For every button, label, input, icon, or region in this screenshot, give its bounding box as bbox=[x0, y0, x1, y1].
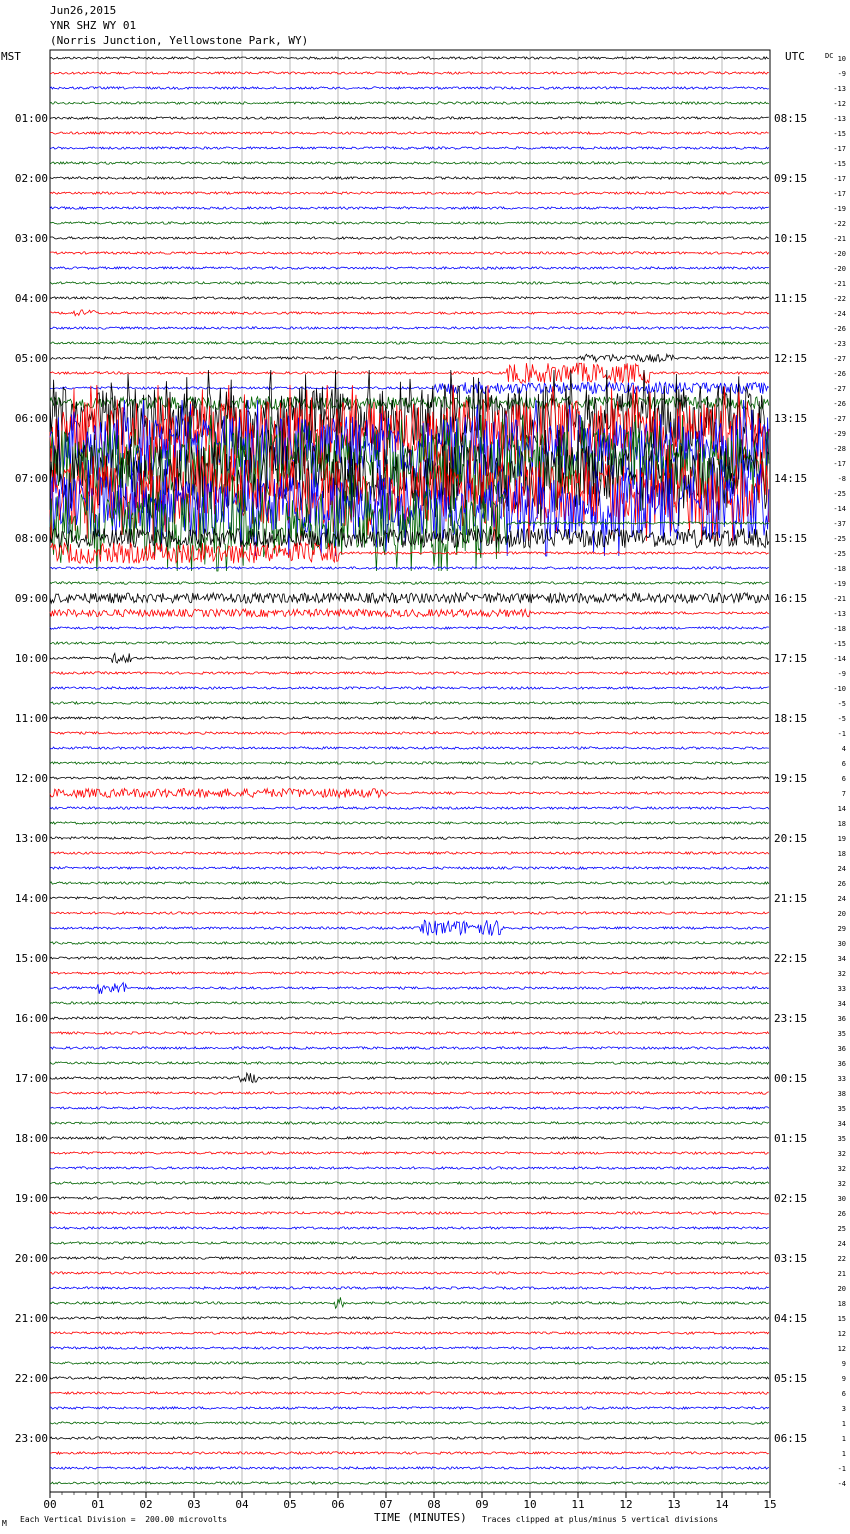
trace-line bbox=[50, 1212, 769, 1214]
dc-offset-label: -18 bbox=[833, 565, 846, 573]
trace-line bbox=[50, 1107, 769, 1109]
trace-line bbox=[50, 282, 769, 284]
dc-offset-label: 34 bbox=[837, 1120, 846, 1128]
utc-hour-label: 12:15 bbox=[774, 352, 808, 365]
dc-offset-label: 35 bbox=[837, 1105, 846, 1113]
trace-line bbox=[50, 983, 769, 994]
mst-hour-label: 05:00 bbox=[14, 352, 48, 365]
dc-offset-label: -13 bbox=[833, 610, 846, 618]
trace-line bbox=[50, 310, 769, 316]
mst-hour-label: 08:00 bbox=[14, 532, 48, 545]
trace-line bbox=[50, 57, 769, 59]
utc-hour-label: 21:15 bbox=[774, 892, 808, 905]
trace-line bbox=[50, 567, 769, 569]
trace-line bbox=[50, 642, 769, 644]
x-axis-title: TIME (MINUTES) bbox=[374, 1511, 467, 1524]
dc-offset-label: 12 bbox=[837, 1345, 846, 1353]
station-location: (Norris Junction, Yellowstone Park, WY) bbox=[50, 34, 309, 47]
dc-offset-label: -29 bbox=[833, 430, 846, 438]
dc-offset-label: -14 bbox=[833, 655, 846, 663]
dc-offset-label: 34 bbox=[837, 955, 846, 963]
mst-hour-label: 03:00 bbox=[14, 232, 48, 245]
utc-hour-label: 08:15 bbox=[774, 112, 808, 125]
trace-line bbox=[50, 297, 769, 299]
mst-hour-label: 20:00 bbox=[14, 1252, 48, 1265]
dc-offset-label: 35 bbox=[837, 1030, 846, 1038]
trace-line bbox=[50, 147, 769, 149]
trace-line bbox=[50, 72, 769, 74]
dc-offset-label: -24 bbox=[833, 310, 846, 318]
mst-hour-label: 06:00 bbox=[14, 412, 48, 425]
trace-line bbox=[50, 1452, 769, 1454]
trace-line bbox=[50, 687, 769, 689]
dc-offset-label: -12 bbox=[833, 100, 846, 108]
dc-offset-label: 18 bbox=[837, 1300, 846, 1308]
x-tick-label: 12 bbox=[619, 1498, 633, 1511]
trace-line bbox=[50, 102, 769, 104]
trace-line bbox=[50, 1482, 769, 1484]
trace-line bbox=[50, 717, 769, 719]
utc-hour-label: 16:15 bbox=[774, 592, 808, 605]
utc-hour-label: 18:15 bbox=[774, 712, 808, 725]
trace-line bbox=[50, 327, 769, 329]
trace-line bbox=[50, 1362, 769, 1364]
corner-mark: M bbox=[2, 1519, 7, 1528]
dc-offset-label: -21 bbox=[833, 595, 846, 603]
trace-line bbox=[50, 117, 769, 119]
trace-line bbox=[50, 1467, 769, 1469]
trace-line bbox=[50, 543, 769, 564]
x-tick-label: 14 bbox=[715, 1498, 729, 1511]
dc-offset-label: 34 bbox=[837, 1000, 846, 1008]
utc-hour-label: 05:15 bbox=[774, 1372, 808, 1385]
trace-line bbox=[50, 87, 769, 89]
utc-hour-label: 00:15 bbox=[774, 1072, 808, 1085]
trace-line bbox=[50, 593, 769, 603]
mst-hour-label: 09:00 bbox=[14, 592, 48, 605]
x-tick-label: 03 bbox=[187, 1498, 201, 1511]
dc-offset-label: 30 bbox=[837, 940, 846, 948]
dc-offset-label: -14 bbox=[833, 505, 846, 513]
mst-hour-label: 17:00 bbox=[14, 1072, 48, 1085]
x-tick-label: 06 bbox=[331, 1498, 345, 1511]
utc-hour-label: 15:15 bbox=[774, 532, 808, 545]
dc-offset-label: 24 bbox=[837, 895, 846, 903]
dc-offset-label: 24 bbox=[837, 1240, 846, 1248]
utc-hour-label: 14:15 bbox=[774, 472, 808, 485]
trace-line bbox=[50, 957, 769, 959]
trace-line bbox=[50, 1407, 769, 1409]
mst-hour-label: 16:00 bbox=[14, 1012, 48, 1025]
trace-line bbox=[50, 1032, 769, 1034]
utc-hour-label: 02:15 bbox=[774, 1192, 808, 1205]
trace-line bbox=[50, 882, 769, 884]
trace-line bbox=[50, 1437, 769, 1439]
trace-line bbox=[50, 972, 769, 974]
x-tick-label: 15 bbox=[763, 1498, 777, 1511]
dc-offset-label: -4 bbox=[837, 1480, 846, 1488]
trace-line bbox=[50, 1287, 769, 1289]
dc-offset-label: 36 bbox=[837, 1015, 846, 1023]
dc-offset-label: -5 bbox=[837, 700, 846, 708]
trace-line bbox=[50, 1392, 769, 1394]
mst-hour-label: 10:00 bbox=[14, 652, 48, 665]
dc-offset-label: -13 bbox=[833, 85, 846, 93]
trace-line bbox=[50, 702, 769, 704]
x-tick-label: 08 bbox=[427, 1498, 441, 1511]
trace-line bbox=[50, 1002, 769, 1004]
trace-line bbox=[50, 912, 769, 914]
dc-offset-label: -13 bbox=[833, 115, 846, 123]
trace-line bbox=[50, 1197, 769, 1199]
trace-line bbox=[50, 837, 769, 839]
dc-offset-label: -18 bbox=[833, 625, 846, 633]
dc-offset-label: 19 bbox=[837, 835, 846, 843]
dc-offset-label: -9 bbox=[837, 70, 846, 78]
trace-line bbox=[50, 1332, 769, 1334]
dc-offset-label: -26 bbox=[833, 370, 846, 378]
dc-offset-label: 6 bbox=[841, 775, 846, 783]
dc-offset-label: -19 bbox=[833, 205, 846, 213]
x-tick-label: 02 bbox=[139, 1498, 153, 1511]
trace-line bbox=[50, 1167, 769, 1169]
dc-offset-label: -15 bbox=[833, 160, 846, 168]
mst-axis-title: MST bbox=[1, 50, 21, 63]
trace-line bbox=[50, 207, 769, 209]
utc-axis-title: UTC bbox=[785, 50, 805, 63]
trace-line bbox=[50, 1242, 769, 1244]
mst-hour-label: 23:00 bbox=[14, 1432, 48, 1445]
dc-offset-label: -26 bbox=[833, 400, 846, 408]
trace-line bbox=[50, 789, 769, 798]
trace-line bbox=[50, 1257, 769, 1259]
dc-offset-label: 10 bbox=[837, 55, 846, 63]
trace-line bbox=[50, 162, 769, 164]
utc-hour-label: 22:15 bbox=[774, 952, 808, 965]
dc-offset-label: 38 bbox=[837, 1090, 846, 1098]
dc-offset-label: -25 bbox=[833, 550, 846, 558]
trace-line bbox=[50, 177, 769, 179]
trace-line bbox=[50, 252, 769, 254]
trace-line bbox=[50, 807, 769, 809]
dc-offset-label: -20 bbox=[833, 265, 846, 273]
trace-line bbox=[50, 1377, 769, 1379]
dc-offset-label: 1 bbox=[841, 1435, 846, 1443]
dc-offset-label: 18 bbox=[837, 820, 846, 828]
dc-offset-label: 12 bbox=[837, 1330, 846, 1338]
trace-line bbox=[50, 354, 769, 362]
trace-line bbox=[50, 653, 769, 663]
trace-line bbox=[50, 942, 769, 944]
dc-offset-label: -26 bbox=[833, 325, 846, 333]
dc-offset-label: 22 bbox=[837, 1255, 846, 1263]
dc-offset-label: 20 bbox=[837, 910, 846, 918]
utc-hour-label: 19:15 bbox=[774, 772, 808, 785]
utc-hour-label: 23:15 bbox=[774, 1012, 808, 1025]
dc-offset-label: 36 bbox=[837, 1045, 846, 1053]
trace-line bbox=[50, 1137, 769, 1139]
dc-offset-label: -23 bbox=[833, 340, 846, 348]
trace-line bbox=[50, 1317, 769, 1319]
utc-hour-label: 20:15 bbox=[774, 832, 808, 845]
trace-line bbox=[50, 1152, 769, 1154]
utc-hour-label: 17:15 bbox=[774, 652, 808, 665]
mst-hour-label: 19:00 bbox=[14, 1192, 48, 1205]
dc-offset-label: -22 bbox=[833, 295, 846, 303]
dc-offset-label: 18 bbox=[837, 850, 846, 858]
station-code: YNR SHZ WY 01 bbox=[50, 19, 137, 32]
dc-offset-label: 15 bbox=[837, 1315, 846, 1323]
x-tick-label: 05 bbox=[283, 1498, 297, 1511]
dc-offset-label: 6 bbox=[841, 1390, 846, 1398]
dc-offset-label: -10 bbox=[833, 685, 846, 693]
x-tick-label: 01 bbox=[91, 1498, 105, 1511]
utc-hour-label: 04:15 bbox=[774, 1312, 808, 1325]
dc-offset-label: 33 bbox=[837, 1075, 846, 1083]
dc-offset-label: 6 bbox=[841, 760, 846, 768]
dc-offset-label: 32 bbox=[837, 1180, 846, 1188]
x-tick-label: 04 bbox=[235, 1498, 249, 1511]
trace-line bbox=[50, 609, 769, 617]
trace-line bbox=[50, 1227, 769, 1229]
trace-line bbox=[50, 1297, 769, 1308]
dc-offset-label: -17 bbox=[833, 145, 846, 153]
dc-offset-label: -27 bbox=[833, 355, 846, 363]
dc-offset-label: -17 bbox=[833, 190, 846, 198]
x-tick-label: 07 bbox=[379, 1498, 393, 1511]
plot-frame bbox=[50, 50, 770, 1492]
utc-hour-label: 06:15 bbox=[774, 1432, 808, 1445]
dc-offset-label: 29 bbox=[837, 925, 846, 933]
mst-hour-label: 12:00 bbox=[14, 772, 48, 785]
utc-hour-label: 10:15 bbox=[774, 232, 808, 245]
dc-offset-label: 32 bbox=[837, 1165, 846, 1173]
x-tick-label: 13 bbox=[667, 1498, 681, 1511]
trace-line bbox=[50, 777, 769, 779]
dc-offset-label: 7 bbox=[841, 790, 846, 798]
trace-line bbox=[50, 1017, 769, 1019]
dc-offset-label: 36 bbox=[837, 1060, 846, 1068]
trace-line bbox=[50, 672, 769, 674]
dc-offset-label: 26 bbox=[837, 880, 846, 888]
trace-line bbox=[50, 762, 769, 764]
dc-offset-label: -27 bbox=[833, 385, 846, 393]
trace-line bbox=[50, 342, 769, 344]
dc-offset-label: -15 bbox=[833, 130, 846, 138]
trace-line bbox=[50, 582, 769, 584]
dc-offset-label: 35 bbox=[837, 1135, 846, 1143]
utc-hour-label: 13:15 bbox=[774, 412, 808, 425]
dc-offset-label: 4 bbox=[841, 745, 846, 753]
trace-line bbox=[50, 267, 769, 269]
trace-line bbox=[50, 897, 769, 899]
mst-hour-label: 15:00 bbox=[14, 952, 48, 965]
trace-line bbox=[50, 1062, 769, 1064]
dc-offset-label: -19 bbox=[833, 580, 846, 588]
utc-hour-label: 01:15 bbox=[774, 1132, 808, 1145]
mst-hour-label: 14:00 bbox=[14, 892, 48, 905]
dc-offset-label: 25 bbox=[837, 1225, 846, 1233]
trace-line bbox=[50, 852, 769, 854]
trace-line bbox=[50, 1347, 769, 1349]
dc-offset-label: 32 bbox=[837, 1150, 846, 1158]
dc-offset-label: -21 bbox=[833, 235, 846, 243]
dc-offset-label: 14 bbox=[837, 805, 846, 813]
dc-offset-label: 33 bbox=[837, 985, 846, 993]
chart-date: Jun26,2015 bbox=[50, 4, 117, 17]
x-tick-label: 00 bbox=[43, 1498, 57, 1511]
dc-offset-label: 3 bbox=[841, 1405, 846, 1413]
trace-line bbox=[50, 1422, 769, 1424]
dc-offset-label: -1 bbox=[837, 730, 846, 738]
trace-line bbox=[50, 1092, 769, 1094]
mst-hour-label: 21:00 bbox=[14, 1312, 48, 1325]
dc-offset-label: -28 bbox=[833, 445, 846, 453]
dc-offset-label: -9 bbox=[837, 670, 846, 678]
trace-line bbox=[50, 192, 769, 194]
dc-offset-label: -8 bbox=[837, 475, 846, 483]
trace-line bbox=[50, 1122, 769, 1124]
trace-line bbox=[50, 1272, 769, 1274]
dc-offset-label: 32 bbox=[837, 970, 846, 978]
trace-line bbox=[50, 237, 769, 239]
dc-offset-label: -25 bbox=[833, 490, 846, 498]
mst-hour-label: 22:00 bbox=[14, 1372, 48, 1385]
dc-offset-label: -1 bbox=[837, 1465, 846, 1473]
dc-offset-label: -17 bbox=[833, 460, 846, 468]
dc-offset-label: -21 bbox=[833, 280, 846, 288]
dc-offset-label: -5 bbox=[837, 715, 846, 723]
dc-offset-label: 9 bbox=[841, 1360, 846, 1368]
mst-hour-label: 04:00 bbox=[14, 292, 48, 305]
x-tick-label: 09 bbox=[475, 1498, 489, 1511]
mst-hour-label: 11:00 bbox=[14, 712, 48, 725]
dc-offset-label: -27 bbox=[833, 415, 846, 423]
clip-note: Traces clipped at plus/minus 5 vertical divisions bbox=[482, 1515, 719, 1524]
x-tick-label: 10 bbox=[523, 1498, 537, 1511]
utc-hour-label: 11:15 bbox=[774, 292, 808, 305]
trace-group bbox=[50, 57, 769, 1484]
dc-offset-label: 1 bbox=[841, 1450, 846, 1458]
dc-label: DC bbox=[825, 52, 834, 60]
dc-offset-label: -17 bbox=[833, 175, 846, 183]
trace-line bbox=[50, 363, 769, 384]
dc-offset-label: -25 bbox=[833, 535, 846, 543]
mst-hour-label: 18:00 bbox=[14, 1132, 48, 1145]
dc-offset-label: -37 bbox=[833, 520, 846, 528]
dc-offset-label: 24 bbox=[837, 865, 846, 873]
trace-line bbox=[50, 1047, 769, 1049]
dc-offset-label: 26 bbox=[837, 1210, 846, 1218]
mst-hour-label: 02:00 bbox=[14, 172, 48, 185]
dc-offset-label: 1 bbox=[841, 1420, 846, 1428]
trace-line bbox=[50, 627, 769, 629]
mst-hour-label: 13:00 bbox=[14, 832, 48, 845]
trace-line bbox=[50, 222, 769, 224]
utc-hour-label: 03:15 bbox=[774, 1252, 808, 1265]
scale-note: Each Vertical Division = 200.00 microvolts bbox=[20, 1515, 228, 1524]
dc-offset-label: -15 bbox=[833, 640, 846, 648]
trace-line bbox=[50, 822, 769, 824]
dc-offset-label: 20 bbox=[837, 1285, 846, 1293]
trace-line bbox=[50, 867, 769, 869]
mst-hour-label: 07:00 bbox=[14, 472, 48, 485]
dc-offset-label: 9 bbox=[841, 1375, 846, 1383]
trace-line bbox=[50, 1182, 769, 1184]
trace-line bbox=[50, 1073, 769, 1083]
utc-hour-label: 09:15 bbox=[774, 172, 808, 185]
trace-line bbox=[50, 920, 769, 936]
mst-hour-label: 01:00 bbox=[14, 112, 48, 125]
x-tick-label: 11 bbox=[571, 1498, 585, 1511]
trace-line bbox=[50, 732, 769, 734]
trace-line bbox=[50, 132, 769, 134]
dc-offset-label: -22 bbox=[833, 220, 846, 228]
dc-offset-label: -20 bbox=[833, 250, 846, 258]
dc-offset-label: 21 bbox=[837, 1270, 846, 1278]
trace-line bbox=[50, 747, 769, 749]
dc-offset-label: 30 bbox=[837, 1195, 846, 1203]
